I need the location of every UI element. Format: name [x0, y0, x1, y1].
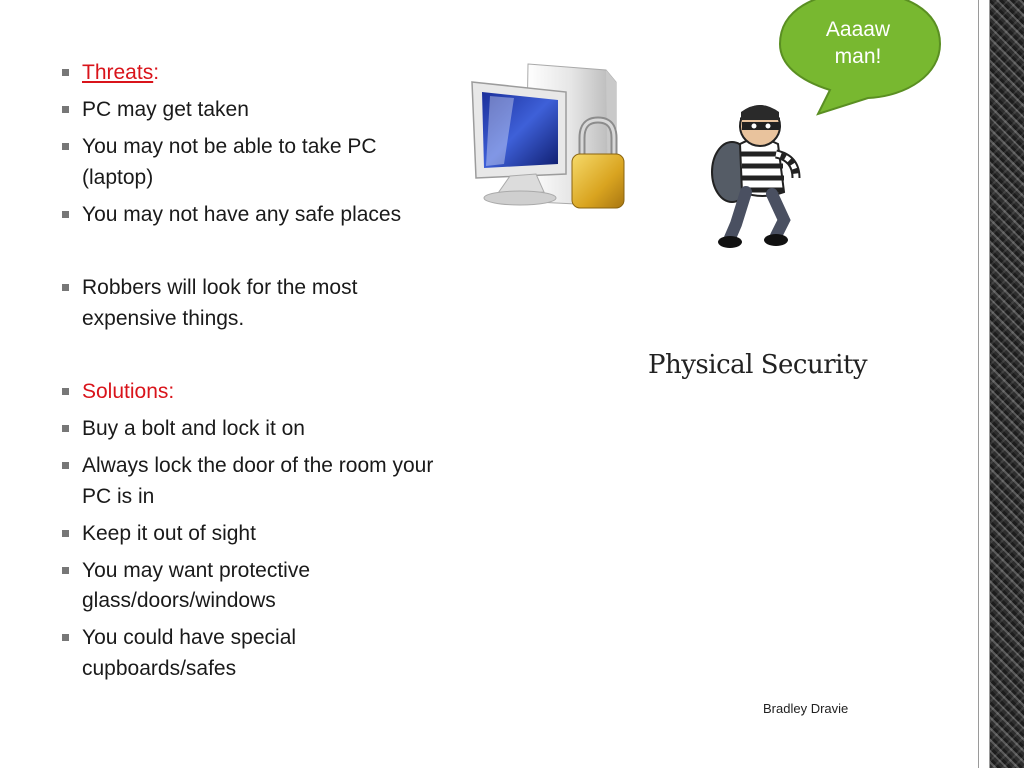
- bullet-item: [62, 200, 452, 231]
- bullet-text: You may want protective glass/doors/windows: [82, 558, 311, 612]
- bullet-list: [62, 58, 452, 691]
- bullet-item: [62, 95, 452, 126]
- bullet-text: You may not have any safe places: [82, 202, 402, 226]
- bullet-text: Robbers will look for the most expensive things.: [82, 276, 358, 330]
- bullet-item: [62, 414, 452, 445]
- bullet-marker: [62, 211, 69, 218]
- threats-colon: :: [153, 61, 160, 84]
- bullet-marker: [62, 143, 69, 150]
- bullet-marker: [62, 388, 69, 395]
- speech-bubble-text: Aaaaw man!: [825, 18, 891, 68]
- bullet-item: [62, 132, 452, 193]
- bullet-marker: [62, 634, 69, 641]
- bullet-marker: [62, 462, 69, 469]
- author-name: Bradley Dravie: [763, 701, 849, 716]
- bullet-marker: [62, 567, 69, 574]
- bullet-text: Keep it out of sight: [82, 521, 256, 545]
- bullet-item: [62, 556, 452, 617]
- bullet-solutions: [62, 377, 452, 408]
- bullet-text: You could have special cupboards/safes: [82, 626, 297, 680]
- bullet-text: Always lock the door of the room your PC is in: [82, 454, 434, 508]
- bullet-item: [62, 623, 452, 684]
- bullet-marker: [62, 425, 69, 432]
- bullet-threats: [62, 58, 452, 89]
- border-rule: [978, 0, 990, 768]
- bullet-text: You may not be able to take PC (laptop): [82, 135, 377, 189]
- robber-icon: [706, 100, 812, 250]
- bullet-text: PC may get taken: [82, 98, 249, 121]
- bullet-marker: [62, 106, 69, 113]
- solutions-heading: Solutions:: [82, 380, 175, 403]
- bullet-item: [62, 519, 452, 550]
- bullet-marker: [62, 69, 69, 76]
- bullet-item: [62, 451, 452, 512]
- bullet-text: Buy a bolt and lock it on: [82, 417, 305, 440]
- bullet-marker: [62, 530, 69, 537]
- border-pattern: [990, 0, 1024, 768]
- slide-title: Physical Security: [648, 350, 868, 380]
- bullet-spacer: [62, 341, 452, 371]
- threats-heading: Threats: [82, 61, 154, 84]
- computer-lock-icon: [466, 56, 626, 216]
- bullet-marker: [62, 284, 69, 291]
- bullet-spacer: [62, 237, 452, 267]
- bullet-item: [62, 273, 452, 334]
